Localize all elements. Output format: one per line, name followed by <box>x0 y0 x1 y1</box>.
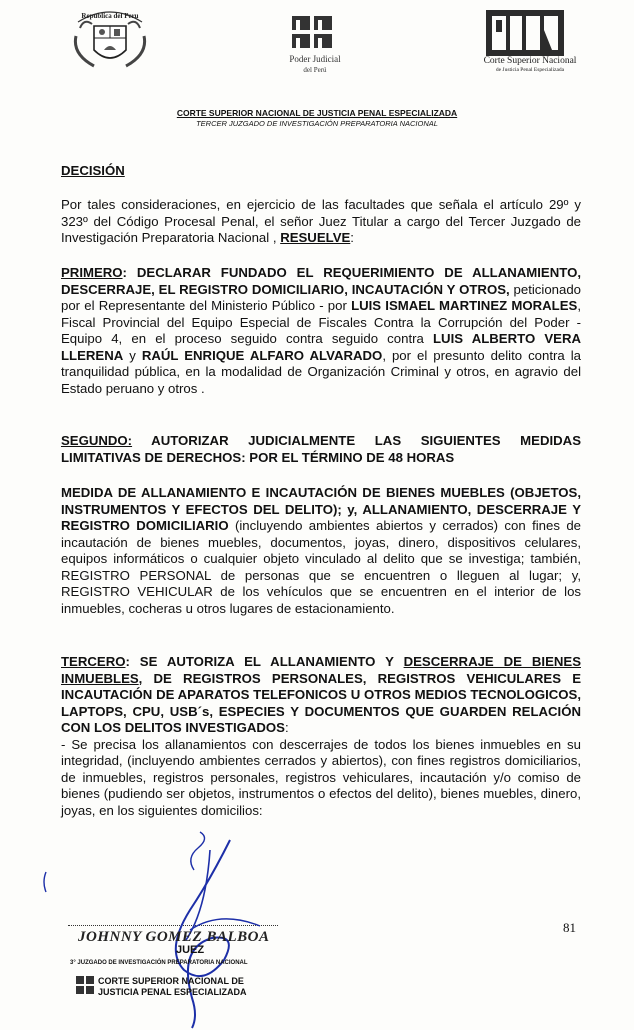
primero-paragraph <box>61 265 581 397</box>
pj-small-logo-icon <box>76 976 94 994</box>
fiscal-name: LUIS ISMAEL MARTINEZ MORALES <box>351 298 578 313</box>
judge-court: 3° JUZGADO DE INVESTIGACIÓN PREPARATORIA NACIONAL <box>70 960 248 966</box>
tercero-bold-2: , DE REGISTROS PERSONALES, REGISTROS VEHICULARES E INCAUTACIÓN DE APARATOS TELEFONICOS U OTROS MEDIOS TECNOLOGICOS, LAPTOPS, CPU, USB´s, ESPECIES Y DOCUMENTOS QUE GUARDEN RELACIÓN CON LOS DELITOS INVESTIGADOS <box>61 670 581 735</box>
csn-line1: Corte Superior Nacional <box>483 56 577 66</box>
csnjpe-label <box>460 56 600 74</box>
org-line2: JUSTICIA PENAL ESPECIALIZADA <box>98 987 247 997</box>
primero-text-2: , Fiscal Provincial del Equipo Especial de Fiscales Contra la Corrupción del Poder - Equipo 4, en el proceso seguido contra seguido contra <box>61 298 581 346</box>
primero-label: PRIMERO <box>61 265 123 280</box>
primero-bold: : DECLARAR FUNDADO EL REQUERIMIENTO DE ALLANAMIENTO, DESCERRAJE, EL REGISTRO DOMICILIARIO, INCAUTACIÓN Y OTROS, <box>61 265 581 297</box>
tercero-label: TERCERO <box>61 654 126 669</box>
judge-organization <box>98 976 247 998</box>
tercero-paragraph <box>61 654 581 819</box>
org-line1: CORTE SUPERIOR NACIONAL DE <box>98 976 244 986</box>
judge-name: JOHNNY GOMEZ BALBOA <box>78 929 270 945</box>
medida-paragraph <box>61 485 581 617</box>
decision-heading: DECISIÓN <box>61 163 125 178</box>
csn-line2: de Justicia Penal Especializada <box>495 67 565 73</box>
page-number: 81 <box>563 920 576 935</box>
pj-line2: del Perú <box>303 66 327 74</box>
tercero-underlined: DESCERRAJE DE BIENES INMUEBLES <box>61 654 581 686</box>
investigado-1: LUIS ALBERTO VERA LLERENA <box>61 331 581 363</box>
csnjpe-logo-icon <box>486 10 564 56</box>
court-subheading: TERCER JUZGADO DE INVESTIGACIÓN PREPARATORIA NACIONAL <box>196 119 438 128</box>
decision-title <box>61 163 581 180</box>
primero-text-3: y <box>123 347 142 363</box>
shield-motto: Republica del Peru <box>81 12 139 20</box>
medida-bold: MEDIDA DE ALLANAMIENTO E INCAUTACIÓN DE BIENES MUEBLES (OBJETOS, INSTRUMENTOS Y EFECTOS DEL DELITO); y, ALLANAMIENTO, DESCERRAJE Y REGISTRO DOMICILIARIO <box>61 485 581 533</box>
tercero-bold-1: : SE AUTORIZA EL ALLANAMIENTO Y <box>125 654 404 669</box>
segundo-paragraph <box>61 433 581 466</box>
tercero-text: - Se precisa los allanamientos con descerrajes de todos los bienes inmuebles en su integridad, (incluyendo ambientes cerrados y abiertos), con fines registros domiciliarios, de inmuebles, registros personales, registros vehiculares, incautación y/o comiso de bienes (pudiendo ser objetos, instrumentos o efectos del delito), bienes muebles, dinero, joyas, en los siguientes domicilios: <box>61 736 581 818</box>
judge-title: JUEZ <box>176 944 205 956</box>
resuelve-label: RESUELVE <box>280 230 351 245</box>
segundo-label: SEGUNDO: <box>61 433 133 448</box>
medida-text: (incluyendo ambientes abiertos y cerrados) con fines de incautación de bienes muebles, documentos, joyas, dinero, dispositivos celulares, equipos informáticos o cualquier objeto vinculado al delito que se investiga; también, REGISTRO PERSONAL de personas que se encuentren o lleguen al lugar; y, REGISTRO VEHICULAR de los vehículos que se encuentren en el interior de los inmuebles, cocheras u otros lugares de estacionamiento. <box>61 518 581 616</box>
investigado-2: RAÚL ENRIQUE ALFARO ALVARADO <box>141 347 383 363</box>
intro-text: Por tales consideraciones, en ejercicio de las facultades que señala el artículo 29º y 323º del Código Procesal Penal, el señor Juez Titular a cargo del Tercer Juzgado de Investigación Preparatoria Nacional , <box>61 197 581 245</box>
poder-judicial-logo-icon <box>290 14 334 50</box>
primero-text-4: , por el presunto delito contra la tranquilidad pública, en la modalidad de Organización Criminal y otros, en agravio del Estado peruano y otros . <box>61 347 581 396</box>
poder-judicial-label <box>260 54 370 76</box>
court-heading: CORTE SUPERIOR NACIONAL DE JUSTICIA PENAL ESPECIALIZADA <box>176 108 458 118</box>
intro-paragraph: Por tales consideraciones, en ejercicio de las facultades que señala el artículo 29º y 323º del Código Procesal Penal, el señor Juez Titular a cargo del Tercer Juzgado de Investigación Preparatoria Nacional , RESUELVE: <box>61 197 581 245</box>
tercero-colon: : <box>284 720 289 735</box>
segundo-text: AUTORIZAR JUDICIALMENTE LAS SIGUIENTES MEDIDAS LIMITATIVAS DE DERECHOS: POR EL TÉRMINO DE 48 HORAS <box>61 433 581 465</box>
pj-line1: Poder Judicial <box>289 54 341 64</box>
coat-of-arms-icon <box>70 6 150 72</box>
primero-text-1: peticionado por el Representante del Ministerio Público - por <box>61 281 581 313</box>
handwritten-signature-icon <box>40 820 270 1030</box>
